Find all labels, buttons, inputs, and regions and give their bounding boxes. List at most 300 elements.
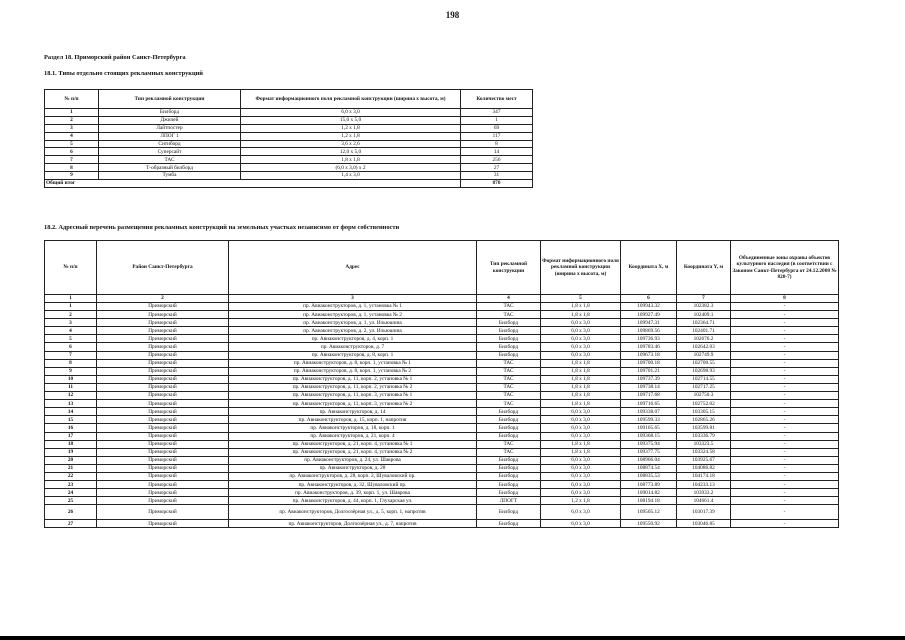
table-cell: 15,0 х 5,0: [241, 116, 461, 124]
table-cell: 109165.65: [621, 424, 677, 432]
table-cell: 6,0 х 3,0: [541, 472, 621, 480]
table-cell: 6,0 х 3,0: [541, 319, 621, 327]
table-cell: ТАС: [477, 400, 541, 408]
table1-header-row: [45, 90, 533, 109]
table-cell: ЛПОГТ: [477, 497, 541, 505]
table-cell: Суперсайт: [99, 148, 241, 156]
table-cell: Приморский: [97, 343, 229, 351]
table-row: [45, 464, 839, 472]
table-row: [45, 172, 533, 180]
table-cell: -: [731, 497, 839, 505]
column-number-cell: 2: [97, 295, 229, 303]
table-cell: 8: [461, 140, 533, 148]
column-number-cell: 4: [477, 295, 541, 303]
table-cell: 109599.33: [621, 416, 677, 424]
table-cell: 1,2 х 1,8: [541, 497, 621, 505]
table-cell: 1,8 х 1,8: [541, 367, 621, 375]
table-cell: 2: [45, 311, 97, 319]
table2-body: [45, 241, 839, 528]
table-cell: 1,8 х 1,8: [541, 440, 621, 448]
table-cell: 102409.1: [677, 311, 731, 319]
table-cell: 102700.55: [677, 359, 731, 367]
table-cell: 11: [45, 383, 97, 391]
scan-border: [0, 636, 905, 640]
table1-header-cell: Тип рекламной конструкции: [99, 90, 241, 109]
table-cell: (6,0 х 3,0) х 2: [241, 164, 461, 172]
table-cell: -: [731, 319, 839, 327]
table-cell: Билборд: [477, 505, 541, 520]
table-cell: 6,0 х 3,0: [541, 416, 621, 424]
table-cell: 109505.12: [621, 505, 677, 520]
table-cell: 347: [461, 109, 533, 117]
table-cell: 6,0 х 3,0: [541, 481, 621, 489]
table-cell: 1: [45, 303, 97, 311]
table-cell: 102717.25: [677, 383, 731, 391]
table-cell: 108874.54: [621, 464, 677, 472]
table-row: [45, 408, 839, 416]
table-cell: Билборд: [477, 472, 541, 480]
table-cell: 102749.9: [677, 351, 731, 359]
table-cell: Приморский: [97, 424, 229, 432]
table2-header-cell: Тип рекламной конструкции: [477, 241, 541, 295]
table-cell: 1,8 х 1,8: [541, 311, 621, 319]
table-cell: 1,8 х 1,8: [541, 359, 621, 367]
table-cell: пр. Авиаконструкторов, д. 28: [229, 464, 477, 472]
table-cell: Приморский: [97, 311, 229, 319]
table-cell: -: [731, 489, 839, 497]
table-cell: Билборд: [477, 489, 541, 497]
table-cell: 103324.58: [677, 448, 731, 456]
total-label: Общий итог: [45, 180, 461, 188]
table-cell: пр. Авиаконструкторов, д. 8, корп. 1: [229, 351, 477, 359]
table-row: [45, 116, 533, 124]
table-cell: ТАС: [477, 448, 541, 456]
table-cell: 108835.53: [621, 472, 677, 480]
table-cell: Приморский: [97, 335, 229, 343]
table-cell: 1,2 х 1,8: [241, 132, 461, 140]
table-cell: 3,6 х 2,6: [241, 140, 461, 148]
table-cell: 12,0 х 5,0: [241, 148, 461, 156]
table-cell: Приморский: [97, 481, 229, 489]
table-cell: 8: [45, 164, 99, 172]
table-cell: пр. Авиаконструкторов, Долгоозёрная ул., д. 5, корп. 1, напротив: [229, 505, 477, 520]
table-cell: 14: [45, 408, 97, 416]
table-cell: 31: [461, 172, 533, 180]
table-cell: ТАС: [477, 311, 541, 319]
table-cell: 104174.18: [677, 472, 731, 480]
table-cell: 6,0 х 3,0: [541, 335, 621, 343]
table-cell: 1,8 х 1,8: [241, 156, 461, 164]
table-cell: пр. Авиаконструкторов, д. 1, ул. Ильюшина: [229, 319, 477, 327]
table-row: [45, 343, 839, 351]
table-cell: ТАС: [477, 392, 541, 400]
table-cell: 109717.68: [621, 392, 677, 400]
table-cell: 69: [461, 124, 533, 132]
table-cell: -: [731, 375, 839, 383]
table-row: [45, 497, 839, 505]
table-cell: Приморский: [97, 367, 229, 375]
table-cell: 14: [461, 148, 533, 156]
table-cell: 109716.65: [621, 400, 677, 408]
table-cell: 109700.18: [621, 359, 677, 367]
table-cell: -: [731, 367, 839, 375]
table-cell: -: [731, 520, 839, 528]
table-row: [45, 472, 839, 480]
column-numbers-row: [45, 295, 839, 303]
table-cell: -: [731, 392, 839, 400]
table-row: [45, 416, 839, 424]
table-cell: Приморский: [97, 440, 229, 448]
table-cell: 17: [45, 432, 97, 440]
table-cell: 103933.2: [677, 489, 731, 497]
table-cell: ТАС: [99, 156, 241, 164]
table-cell: Билборд: [477, 335, 541, 343]
table-cell: пр. Авиаконструкторов, д. 1, установка № 2: [229, 311, 477, 319]
table-cell: 109737.39: [621, 375, 677, 383]
table-cell: 3: [45, 124, 99, 132]
table-cell: пр. Авиаконструкторов, д. 28, корп. 2, Шуваловский пр.: [229, 472, 477, 480]
table-cell: 109377.75: [621, 448, 677, 456]
table-cell: 6: [45, 343, 97, 351]
table-row: [45, 432, 839, 440]
table-cell: 102750.3: [677, 392, 731, 400]
table-cell: Приморский: [97, 359, 229, 367]
column-number-cell: 6: [621, 295, 677, 303]
table-cell: 7: [45, 156, 99, 164]
table-cell: 6,0 х 3,0: [541, 464, 621, 472]
table-cell: 103599.81: [677, 424, 731, 432]
table-cell: 256: [461, 156, 533, 164]
table-cell: 109014.82: [621, 489, 677, 497]
table-cell: 102865.26: [677, 416, 731, 424]
table-cell: пр. Авиаконструкторов, д. 7: [229, 343, 477, 351]
table-cell: -: [731, 311, 839, 319]
table-row: [45, 383, 839, 391]
table-cell: Билборд: [477, 464, 541, 472]
table-cell: 1,8 х 1,8: [541, 383, 621, 391]
table-cell: -: [731, 448, 839, 456]
table-cell: 109927.49: [621, 311, 677, 319]
table-row: [45, 327, 839, 335]
table-row: [45, 109, 533, 117]
table-row: [45, 489, 839, 497]
table-cell: 108194.18: [621, 497, 677, 505]
table-row: [45, 303, 839, 311]
table-row: [45, 132, 533, 140]
table-cell: 4: [45, 327, 97, 335]
table-cell: 9: [45, 367, 97, 375]
table-cell: 102642.03: [677, 343, 731, 351]
table-cell: -: [731, 456, 839, 464]
table-cell: Приморский: [97, 456, 229, 464]
table-cell: 109736.93: [621, 335, 677, 343]
table-cell: 1,8 х 1,8: [541, 392, 621, 400]
table-row: [45, 456, 839, 464]
table2-header-cell: Координата X, м: [621, 241, 677, 295]
table-cell: 109869.56: [621, 327, 677, 335]
table-cell: Приморский: [97, 400, 229, 408]
table-cell: Билборд: [477, 456, 541, 464]
table-row: [45, 424, 839, 432]
section-title: Раздел 18. Приморский район Санкт-Петербурга: [44, 54, 186, 61]
total-row: [45, 180, 533, 188]
table-cell: 108966.04: [621, 456, 677, 464]
table-cell: -: [731, 464, 839, 472]
table-row: [45, 311, 839, 319]
table-cell: пр. Авиаконструкторов, д. 8, корп. 1, установка № 1: [229, 359, 477, 367]
column-number-cell: 7: [677, 295, 731, 303]
column-number-cell: 1: [45, 295, 97, 303]
table-row: [45, 481, 839, 489]
table-cell: Приморский: [97, 432, 229, 440]
table-cell: -: [731, 327, 839, 335]
table-cell: 9: [45, 172, 99, 180]
table1-header-cell: Формат информационного поля рекламной конструкции (ширина х высота, м): [241, 90, 461, 109]
table-cell: Билборд: [477, 424, 541, 432]
table-row: [45, 440, 839, 448]
table-cell: Билборд: [477, 416, 541, 424]
table-cell: Приморский: [97, 448, 229, 456]
table-cell: 109550.92: [621, 520, 677, 528]
table-row: [45, 400, 839, 408]
table-cell: Билборд: [477, 520, 541, 528]
table-cell: -: [731, 343, 839, 351]
table-cell: 6,0 х 3,0: [541, 432, 621, 440]
table-cell: пр. Авиаконструкторов, д. 11, корп. 3, установка № 2: [229, 400, 477, 408]
table-cell: 103017.39: [677, 505, 731, 520]
table2-header-cell: Адрес: [229, 241, 477, 295]
table-cell: 109738.14: [621, 383, 677, 391]
table-cell: 6,0 х 3,0: [541, 351, 621, 359]
table1-header-cell: № п/п: [45, 90, 99, 109]
table-cell: 109368.15: [621, 432, 677, 440]
table-cell: пр. Авиаконструкторов, д. 11, корп. 2, установка № 1: [229, 375, 477, 383]
table-cell: 1: [45, 109, 99, 117]
table-cell: 1,8 х 1,8: [541, 303, 621, 311]
column-number-cell: 5: [541, 295, 621, 303]
table-cell: -: [731, 383, 839, 391]
table2-header-cell: Район Санкт-Петербурга: [97, 241, 229, 295]
table-cell: пр. Авиаконструкторов, д. 21, корп. 4, установка № 2: [229, 448, 477, 456]
table-cell: пр. Авиаконструкторов, д. 14: [229, 408, 477, 416]
table-cell: 102676.2: [677, 335, 731, 343]
address-list-table: [44, 240, 839, 528]
table-cell: 102714.55: [677, 375, 731, 383]
table-cell: -: [731, 505, 839, 520]
table-cell: ТАС: [477, 383, 541, 391]
table-cell: пр. Авиаконструкторов, д. 44, корп. 1, Глухарская ул.: [229, 497, 477, 505]
table-cell: пр. Авиаконструкторов, д. 24, ул. Шаврова: [229, 456, 477, 464]
table-row: [45, 140, 533, 148]
table-cell: 6,0 х 3,0: [541, 456, 621, 464]
table-cell: 15: [45, 416, 97, 424]
table-cell: Приморский: [97, 464, 229, 472]
table-cell: 109701.21: [621, 367, 677, 375]
table-row: [45, 156, 533, 164]
table-cell: Приморский: [97, 383, 229, 391]
table1-header-cell: Количество мест: [461, 90, 533, 109]
table-cell: -: [731, 335, 839, 343]
table-cell: 103336.79: [677, 432, 731, 440]
table-cell: 104233.13: [677, 481, 731, 489]
table-cell: -: [731, 359, 839, 367]
table-cell: 109947.31: [621, 319, 677, 327]
table-row: [45, 448, 839, 456]
table-cell: 19: [45, 448, 97, 456]
table-row: [45, 505, 839, 520]
table-cell: пр. Авиаконструкторов, д. 15, корп. 1, напротив: [229, 416, 477, 424]
table-cell: 1,8 х 1,8: [541, 400, 621, 408]
table-cell: 117: [461, 132, 533, 140]
table-cell: Лайтпостер: [99, 124, 241, 132]
table-cell: -: [731, 303, 839, 311]
table-cell: Приморский: [97, 472, 229, 480]
table-cell: 22: [45, 472, 97, 480]
table-cell: пр. Авиаконструкторов, д. 2, ул. Ильюшина: [229, 327, 477, 335]
table-cell: 10: [45, 375, 97, 383]
table-cell: 108773.89: [621, 481, 677, 489]
table-cell: Приморский: [97, 327, 229, 335]
table-cell: 1: [461, 116, 533, 124]
table-cell: Приморский: [97, 375, 229, 383]
table-cell: Билборд: [477, 351, 541, 359]
table-row: [45, 359, 839, 367]
page-number: 198: [445, 10, 460, 20]
table2-header-cell: Объединенные зоны охраны объектов культурного наследия (в соответствии с Законом Санкт-Петербурга от 24.12.2008 № 820-7): [731, 241, 839, 295]
table2-header-row: [45, 241, 839, 295]
table-cell: 16: [45, 424, 97, 432]
table-cell: 6,0 х 3,0: [541, 327, 621, 335]
table-cell: 104086.82: [677, 464, 731, 472]
table-cell: 109783.46: [621, 343, 677, 351]
table-cell: -: [731, 472, 839, 480]
table-cell: 18: [45, 440, 97, 448]
table-cell: ТАС: [477, 440, 541, 448]
table-cell: 12: [45, 392, 97, 400]
table-cell: 20: [45, 456, 97, 464]
table-cell: Приморский: [97, 505, 229, 520]
table-cell: 104661.4: [677, 497, 731, 505]
table-cell: Билборд: [477, 432, 541, 440]
table-row: [45, 520, 839, 528]
table-cell: 6,0 х 3,0: [541, 408, 621, 416]
table-cell: Джилей: [99, 116, 241, 124]
table-cell: 21: [45, 464, 97, 472]
table-cell: Билборд: [477, 327, 541, 335]
table-cell: Приморский: [97, 351, 229, 359]
table-row: [45, 392, 839, 400]
table-cell: -: [731, 351, 839, 359]
table-cell: 8: [45, 359, 97, 367]
table-cell: 6,0 х 3,0: [541, 505, 621, 520]
table-cell: 13: [45, 400, 97, 408]
table-cell: 109338.07: [621, 408, 677, 416]
table-cell: 6,0 х 3,0: [241, 109, 461, 117]
table-cell: Билборд: [477, 319, 541, 327]
table-cell: 27: [45, 520, 97, 528]
table-cell: 102401.71: [677, 327, 731, 335]
table-cell: 109673.18: [621, 351, 677, 359]
table-cell: Билборд: [99, 109, 241, 117]
table-cell: Приморский: [97, 392, 229, 400]
table-cell: пр. Авиаконструкторов, Долгоозёрная ул., д. 7, напротив: [229, 520, 477, 528]
table-cell: -: [731, 432, 839, 440]
table-cell: 4: [45, 132, 99, 140]
table-cell: 103046.85: [677, 520, 731, 528]
table-cell: Приморский: [97, 408, 229, 416]
table2-title: 18.2. Адресный перечень размещения рекламных конструкций на земельных участках независимо от форм собственности: [44, 224, 400, 231]
table2-header-cell: Координата Y, м: [677, 241, 731, 295]
table-cell: -: [731, 408, 839, 416]
table-cell: пр. Авиаконструкторов, д. 11, корп. 3, установка № 1: [229, 392, 477, 400]
table-cell: -: [731, 416, 839, 424]
table-cell: 103305.15: [677, 408, 731, 416]
table-cell: 6,0 х 3,0: [541, 520, 621, 528]
table-cell: Билборд: [477, 343, 541, 351]
table-cell: пр. Авиаконструкторов, д. 4, корп. 1: [229, 335, 477, 343]
table-cell: 102364.71: [677, 319, 731, 327]
column-number-cell: 8: [731, 295, 839, 303]
table-cell: Приморский: [97, 520, 229, 528]
table-cell: 109375.94: [621, 440, 677, 448]
table-cell: Приморский: [97, 303, 229, 311]
table-cell: пр. Авиаконструкторов, д. 11, корп. 2, установка № 2: [229, 383, 477, 391]
table-cell: Приморский: [97, 497, 229, 505]
table-cell: Т-образный билборд: [99, 164, 241, 172]
table-cell: 102382.3: [677, 303, 731, 311]
table-cell: Приморский: [97, 416, 229, 424]
table-cell: ТАС: [477, 359, 541, 367]
table-row: [45, 164, 533, 172]
table-cell: 102752.02: [677, 400, 731, 408]
table-cell: Тумба: [99, 172, 241, 180]
table-cell: 1,4 х 3,0: [241, 172, 461, 180]
table-row: [45, 375, 839, 383]
table-cell: Ситиборд: [99, 140, 241, 148]
table-cell: 109943.32: [621, 303, 677, 311]
table-cell: 1,2 х 1,8: [241, 124, 461, 132]
table-cell: пр. Авиаконструкторов, д. 1, установка № 1: [229, 303, 477, 311]
table-cell: -: [731, 481, 839, 489]
table-cell: пр. Авиаконструкторов, д. 21, корп. 4: [229, 432, 477, 440]
table-cell: -: [731, 440, 839, 448]
table-cell: Билборд: [477, 481, 541, 489]
table-cell: 5: [45, 140, 99, 148]
table-cell: 24: [45, 489, 97, 497]
table-cell: пр. Авиаконструкторов, д. 32, Шуваловский пр.: [229, 481, 477, 489]
table-cell: 26: [45, 505, 97, 520]
table1-title: 18.1. Типы отдельно стоящих рекламных конструкций: [44, 70, 203, 77]
total-value: 870: [461, 180, 533, 188]
table-cell: 6,0 х 3,0: [541, 489, 621, 497]
table2-header-cell: Формат информационного поля рекламной конструкции (ширина х высота, м): [541, 241, 621, 295]
table-row: [45, 367, 839, 375]
table-cell: пр. Авиаконструкторов, д. 39, корп. 1, ул. Шаврова: [229, 489, 477, 497]
table-cell: 27: [461, 164, 533, 172]
table-cell: 102698.93: [677, 367, 731, 375]
ad-structure-types-table: [44, 89, 533, 188]
table-cell: 6: [45, 148, 99, 156]
table-cell: ТАС: [477, 375, 541, 383]
table-cell: пр. Авиаконструкторов, д. 21, корп. 4, установка № 1: [229, 440, 477, 448]
table-cell: 1,8 х 1,8: [541, 375, 621, 383]
table-cell: -: [731, 424, 839, 432]
table-cell: 6,0 х 3,0: [541, 424, 621, 432]
table-cell: 25: [45, 497, 97, 505]
table-row: [45, 351, 839, 359]
table-row: [45, 335, 839, 343]
table-cell: 23: [45, 481, 97, 489]
